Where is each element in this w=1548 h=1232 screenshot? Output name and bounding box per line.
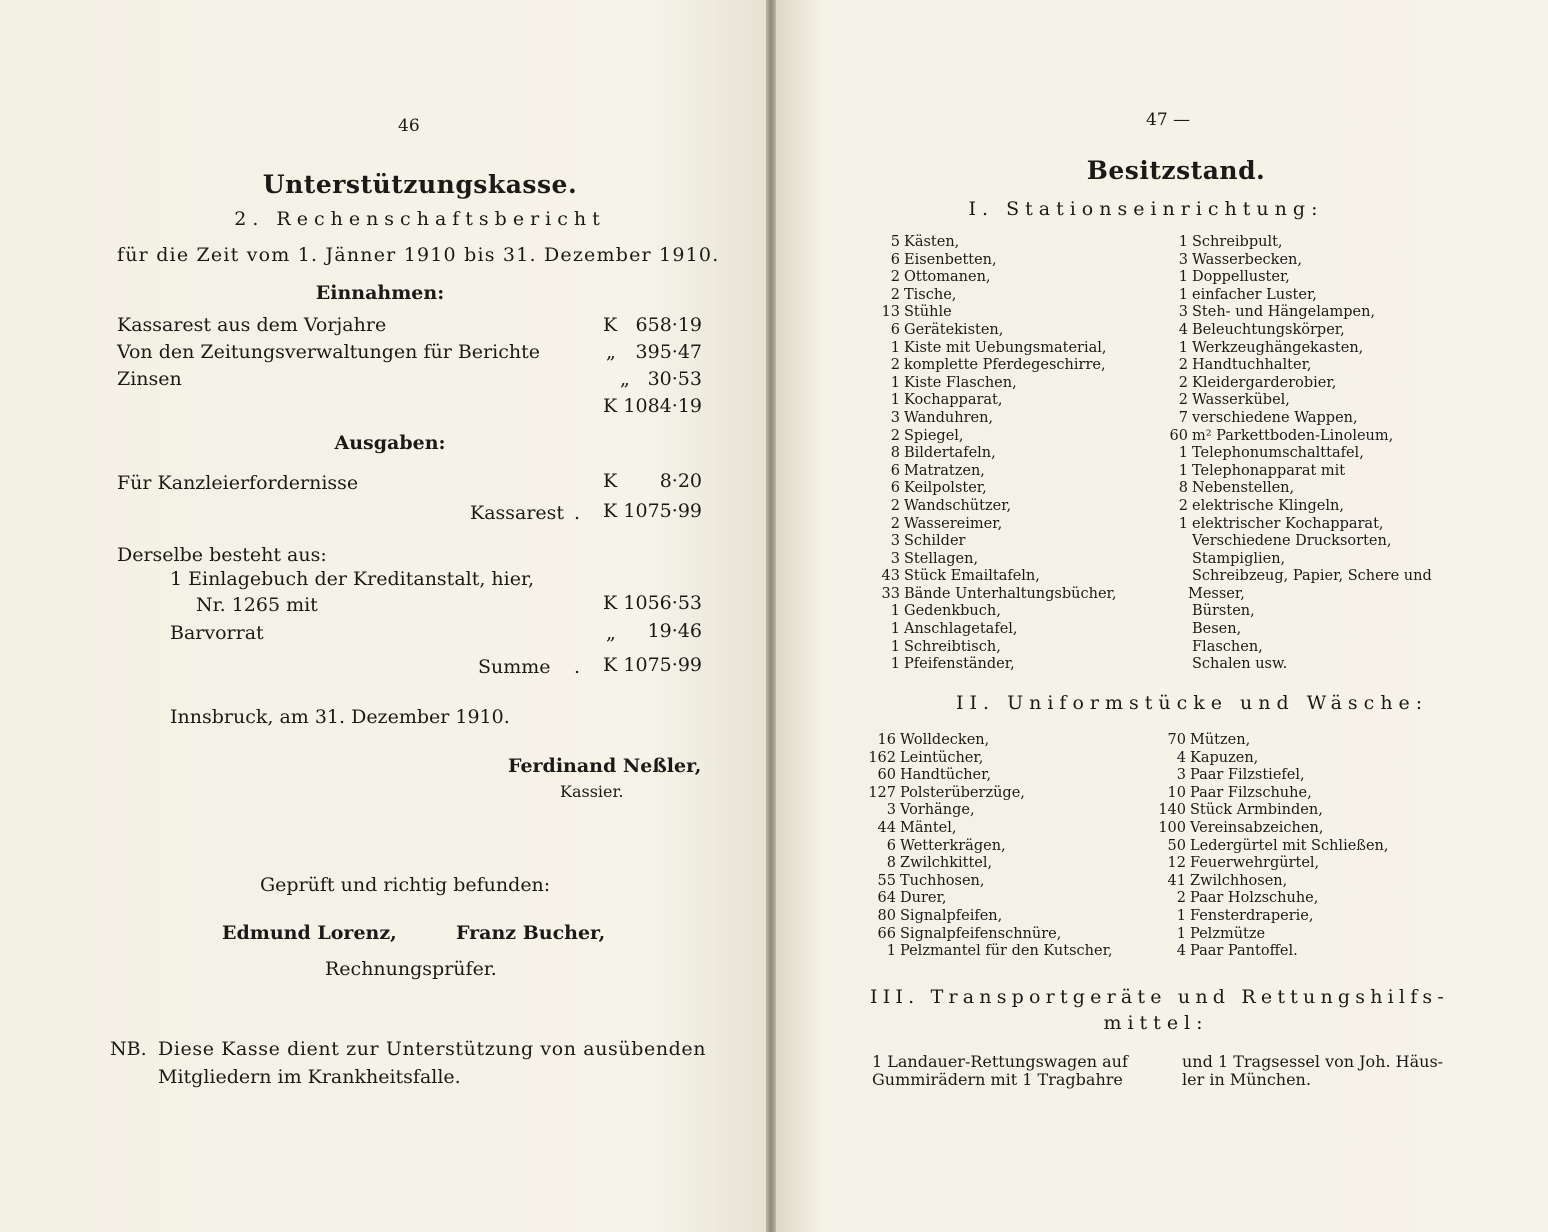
- treasurer-signature: Ferdinand Neßler,: [508, 755, 702, 777]
- item-quantity: 3: [890, 533, 900, 550]
- item-quantity: 70: [1167, 732, 1186, 748]
- item-quantity: 13: [881, 304, 900, 321]
- item-label: Doppelluster,: [1192, 269, 1290, 286]
- inventory-item: [870, 621, 1116, 639]
- item-label: Anschlagetafel,: [904, 621, 1018, 638]
- item-label: Vereinsabzeichen,: [1190, 819, 1324, 836]
- book-gutter: [766, 0, 776, 1232]
- item-quantity: 100: [1158, 819, 1186, 836]
- expense-amount: 8·20: [659, 470, 702, 492]
- inventory-item: [1154, 656, 1432, 674]
- item-label: Schreibtisch,: [904, 638, 1001, 655]
- page-number-right: 47 —: [1146, 110, 1191, 130]
- item-quantity: 1: [1176, 907, 1186, 924]
- inventory-item: [870, 357, 1116, 375]
- item-label: Wetterkrägen,: [900, 837, 1006, 854]
- item-label: Telephonumschalttafel,: [1192, 445, 1364, 462]
- item-label: Schilder: [904, 533, 966, 550]
- item-label: Keilpolster,: [904, 480, 987, 497]
- item-label: m² Parkettboden-Linoleum,: [1192, 427, 1394, 444]
- item-quantity: 5: [890, 234, 900, 250]
- item-quantity: 60: [877, 767, 896, 784]
- item-label: Paar Pantoffel.: [1190, 943, 1298, 960]
- item-label: Kapuzen,: [1190, 749, 1259, 766]
- item-label: Bildertafeln,: [904, 445, 996, 462]
- item-label: Nebenstellen,: [1192, 480, 1295, 497]
- item-label: Telephonapparat mit: [1192, 462, 1346, 479]
- inventory-item: [1154, 269, 1432, 287]
- item-label: Pelzmantel für den Kutscher,: [900, 943, 1113, 960]
- item-quantity: 1: [890, 603, 900, 620]
- inventory-item: [870, 498, 1116, 516]
- item-label: Tische,: [904, 286, 957, 303]
- item-quantity: 1: [1178, 269, 1188, 286]
- inventory-item: [870, 533, 1116, 551]
- item-label: Gedenkbuch,: [904, 603, 1001, 620]
- balance-amount: 1075·99: [623, 500, 702, 522]
- item-quantity: 140: [1158, 802, 1186, 819]
- item-label: Besen,: [1192, 621, 1242, 638]
- page-number-left: 46: [398, 116, 420, 136]
- item-label: Paar Filzschuhe,: [1190, 784, 1312, 801]
- inventory-item: [870, 252, 1116, 270]
- item-label: Stück Armbinden,: [1190, 802, 1323, 819]
- item-label: Feuerwehrgürtel,: [1190, 855, 1320, 872]
- item-label: Ottomanen,: [904, 269, 991, 286]
- inventory-item: [870, 551, 1116, 569]
- income-amount: 395·47: [635, 341, 702, 363]
- inventory-item: [866, 750, 1113, 768]
- auditor-name: Franz Bucher,: [456, 922, 606, 944]
- inventory-item: [870, 375, 1116, 393]
- inventory-item: [1154, 322, 1432, 340]
- inventory-item: [1154, 568, 1432, 586]
- composition-intro: Derselbe besteht aus:: [117, 544, 327, 566]
- auditor-role: Rechnungsprüfer.: [325, 958, 497, 980]
- item-label: Mützen,: [1190, 732, 1251, 748]
- item-quantity: 60: [1169, 427, 1188, 444]
- report-subtitle: 2. Rechenschaftsbericht: [234, 208, 606, 230]
- inventory-item: [1154, 304, 1432, 322]
- item-label: Zwilchhosen,: [1190, 872, 1288, 889]
- item-label: Flaschen,: [1192, 638, 1263, 655]
- balance-currency: K: [603, 500, 618, 522]
- inventory-item: [866, 926, 1113, 944]
- sum-dot: .: [574, 656, 581, 678]
- inventory-item: [866, 908, 1113, 926]
- sum-label: Summe: [478, 656, 551, 678]
- item-label: komplette Pferdegeschirre,: [904, 357, 1106, 374]
- sum-currency: K: [603, 654, 618, 676]
- inventory-item: [1156, 838, 1389, 856]
- income-currency: K: [603, 314, 618, 336]
- inventory-item: [870, 234, 1116, 252]
- item-quantity: 2: [1176, 890, 1186, 907]
- inventory-item: [870, 603, 1116, 621]
- item-quantity: 2: [890, 357, 900, 374]
- inventory-item: [870, 287, 1116, 305]
- report-period: für die Zeit vom 1. Jänner 1910 bis 31. Dezember 1910.: [117, 244, 720, 266]
- inventory-item: [866, 802, 1113, 820]
- item-quantity: 3: [886, 802, 896, 819]
- item-label: Bände Unterhaltungsbücher,: [904, 585, 1117, 602]
- item-label: Vorhänge,: [900, 802, 975, 819]
- item-quantity: 4: [1176, 943, 1186, 960]
- item-quantity: 7: [1178, 409, 1188, 426]
- inventory-item: [1156, 926, 1389, 944]
- section1-left-list: [870, 234, 1116, 674]
- section3-heading: III. Transportgeräte und Rettungshilfs-: [870, 986, 1449, 1008]
- item-label: Kästen,: [904, 234, 960, 250]
- item-quantity: 50: [1167, 837, 1186, 854]
- inventory-item: [866, 855, 1113, 873]
- income-label: Kassarest aus dem Vorjahre: [117, 314, 387, 336]
- inventory-item: [1154, 392, 1432, 410]
- inventory-item: [866, 767, 1113, 785]
- item-quantity: 64: [877, 890, 896, 907]
- expense-currency: K: [603, 470, 618, 492]
- inventory-item: [1154, 357, 1432, 375]
- item-label: Kiste Flaschen,: [904, 374, 1017, 391]
- auditor-name: Edmund Lorenz,: [222, 922, 397, 944]
- inventory-item: [1154, 463, 1432, 481]
- inventory-item: [870, 322, 1116, 340]
- inventory-item: [870, 340, 1116, 358]
- item-label: Ledergürtel mit Schließen,: [1190, 837, 1389, 854]
- balance-label: Kassarest: [470, 502, 565, 524]
- inventory-item: [1154, 586, 1432, 604]
- inventory-item: [870, 392, 1116, 410]
- item-quantity: 6: [890, 251, 900, 268]
- item-label: Paar Holzschuhe,: [1190, 890, 1319, 907]
- item-label: Schreibzeug, Papier, Schere und: [1192, 568, 1432, 585]
- inventory-item: [1154, 516, 1432, 534]
- note-line: Diese Kasse dient zur Unterstützung von ausübenden: [158, 1038, 707, 1060]
- inventory-item: [1156, 820, 1389, 838]
- item-quantity: 1: [886, 943, 896, 960]
- item-quantity: 8: [886, 855, 896, 872]
- inventory-item: [866, 785, 1113, 803]
- item-label: Stück Emailtafeln,: [904, 568, 1040, 585]
- item-label: Gerätekisten,: [904, 321, 1004, 338]
- item-label: Kleidergarderobier,: [1192, 374, 1337, 391]
- item-quantity: 3: [1178, 304, 1188, 321]
- composition-currency: K: [603, 592, 618, 614]
- inventory-item: [866, 873, 1113, 891]
- inventory-item: [1154, 551, 1432, 569]
- item-quantity: 4: [1178, 321, 1188, 338]
- inventory-item: [1156, 750, 1389, 768]
- place-date: Innsbruck, am 31. Dezember 1910.: [170, 706, 510, 728]
- item-quantity: 1: [1178, 234, 1188, 250]
- inventory-item: [866, 943, 1113, 961]
- composition-currency: „: [606, 622, 616, 644]
- item-label: Wandschützer,: [904, 497, 1012, 514]
- inventory-item: [870, 445, 1116, 463]
- inventory-item: [1154, 639, 1432, 657]
- composition-line: Nr. 1265 mit: [196, 594, 318, 616]
- inventory-item: [1154, 340, 1432, 358]
- item-quantity: 1: [1178, 515, 1188, 532]
- item-label: Kochapparat,: [904, 392, 1003, 409]
- right-page-title: Besitzstand.: [1086, 156, 1266, 185]
- item-quantity: 1: [1176, 925, 1186, 942]
- item-quantity: 2: [890, 427, 900, 444]
- item-quantity: 80: [877, 907, 896, 924]
- item-label: Polsterüberzüge,: [900, 784, 1025, 801]
- item-label: Matratzen,: [904, 462, 985, 479]
- item-label: einfacher Luster,: [1192, 286, 1317, 303]
- inventory-item: [1156, 943, 1389, 961]
- item-label: Zwilchkittel,: [900, 855, 993, 872]
- inventory-item: [1154, 498, 1432, 516]
- note-line: Mitgliedern im Krankheitsfalle.: [158, 1066, 461, 1088]
- item-quantity: 2: [1178, 392, 1188, 409]
- inventory-item: [1156, 785, 1389, 803]
- inventory-item: [870, 516, 1116, 534]
- section1-right-list: [1154, 234, 1432, 674]
- item-quantity: 1: [890, 374, 900, 391]
- item-label: Bürsten,: [1192, 603, 1255, 620]
- item-label: Stühle: [904, 304, 952, 321]
- inventory-item: [870, 463, 1116, 481]
- income-total-amount: 1084·19: [623, 395, 702, 417]
- inventory-item: [870, 568, 1116, 586]
- inventory-item: [1154, 445, 1432, 463]
- item-quantity: 6: [890, 321, 900, 338]
- item-label: Pfeifenständer,: [904, 656, 1015, 673]
- item-quantity: 1: [1178, 339, 1188, 356]
- inventory-item: [870, 586, 1116, 604]
- composition-amount: 19·46: [647, 620, 702, 642]
- item-label: Mäntel,: [900, 819, 957, 836]
- item-label: Werkzeughängekasten,: [1192, 339, 1364, 356]
- inventory-item: [870, 656, 1116, 674]
- inventory-item: [1154, 428, 1432, 446]
- inventory-item: [870, 428, 1116, 446]
- item-quantity: 8: [890, 445, 900, 462]
- expense-label: Für Kanzleierfordernisse: [117, 472, 359, 494]
- income-amount: 658·19: [635, 314, 702, 336]
- item-label: Durer,: [900, 890, 947, 907]
- inventory-item: [870, 269, 1116, 287]
- inventory-item: [870, 639, 1116, 657]
- item-label: Spiegel,: [904, 427, 964, 444]
- item-label: Eisenbetten,: [904, 251, 997, 268]
- item-label: Verschiedene Drucksorten,: [1192, 533, 1392, 550]
- item-quantity: 66: [877, 925, 896, 942]
- right-page: [776, 0, 1548, 1232]
- item-label: Stellagen,: [904, 550, 979, 567]
- inventory-item: [1156, 767, 1389, 785]
- item-quantity: 1: [890, 621, 900, 638]
- inventory-item: [1154, 252, 1432, 270]
- item-label: Wasserbecken,: [1192, 251, 1302, 268]
- inventory-item: [1156, 908, 1389, 926]
- income-total-currency: K: [603, 395, 618, 417]
- section3-left-line: 1 Landauer-Rettungswagen auf: [872, 1052, 1128, 1071]
- item-label: Schreibpult,: [1192, 234, 1283, 250]
- item-label: Fensterdraperie,: [1190, 907, 1314, 924]
- inventory-item: [866, 820, 1113, 838]
- item-quantity: 1: [1178, 286, 1188, 303]
- section2-right-list: [1156, 732, 1389, 961]
- item-label: Schalen usw.: [1192, 656, 1288, 673]
- income-currency: „: [606, 341, 616, 363]
- inventory-item: [1154, 375, 1432, 393]
- item-quantity: 33: [881, 585, 900, 602]
- sum-amount: 1075·99: [623, 654, 702, 676]
- item-label: Pelzmütze: [1190, 925, 1266, 942]
- item-quantity: 1: [1178, 462, 1188, 479]
- income-currency: „: [620, 368, 630, 390]
- inventory-item: [870, 304, 1116, 322]
- item-quantity: 8: [1178, 480, 1188, 497]
- item-label: Paar Filzstiefel,: [1190, 767, 1305, 784]
- income-amount: 30·53: [647, 368, 702, 390]
- composition-line: 1 Einlagebuch der Kreditanstalt, hier,: [170, 568, 535, 590]
- item-label: Tuchhosen,: [900, 872, 985, 889]
- item-quantity: 3: [1176, 767, 1186, 784]
- section1-heading: I. Stationseinrichtung:: [968, 198, 1324, 220]
- inventory-item: [866, 890, 1113, 908]
- item-label: Handtücher,: [900, 767, 992, 784]
- note-prefix: NB.: [110, 1038, 147, 1060]
- item-quantity: 2: [890, 269, 900, 286]
- section2-left-list: [866, 732, 1113, 961]
- item-quantity: 41: [1167, 872, 1186, 889]
- section3-heading-cont: mittel:: [1103, 1012, 1209, 1034]
- item-label: Wolldecken,: [900, 732, 990, 748]
- item-label: Stampiglien,: [1192, 550, 1286, 567]
- item-quantity: 6: [886, 837, 896, 854]
- income-heading: Einnahmen:: [315, 282, 445, 304]
- item-quantity: 12: [1167, 855, 1186, 872]
- item-quantity: 1: [890, 392, 900, 409]
- item-label: Wassereimer,: [904, 515, 1003, 532]
- item-quantity: 43: [881, 568, 900, 585]
- item-quantity: 55: [877, 872, 896, 889]
- inventory-item: [1154, 410, 1432, 428]
- item-quantity: 6: [890, 462, 900, 479]
- section3-right-line: und 1 Tragsessel von Joh. Häus-: [1182, 1052, 1444, 1071]
- balance-dot: .: [574, 502, 581, 524]
- inventory-item: [870, 410, 1116, 428]
- item-label: elektrische Klingeln,: [1192, 497, 1344, 514]
- inventory-item: [1154, 621, 1432, 639]
- inventory-item: [1154, 480, 1432, 498]
- section3-right-line: ler in München.: [1182, 1070, 1311, 1089]
- item-label: Kiste mit Uebungsmaterial,: [904, 339, 1107, 356]
- item-label: elektrischer Kochapparat,: [1192, 515, 1384, 532]
- item-quantity: 1: [890, 656, 900, 673]
- item-quantity: 2: [1178, 357, 1188, 374]
- audit-intro: Geprüft und richtig befunden:: [260, 874, 551, 896]
- item-label: Wasserkübel,: [1192, 392, 1290, 409]
- inventory-item: [1156, 802, 1389, 820]
- item-label: Signalpfeifen,: [900, 907, 1003, 924]
- income-label: Von den Zeitungsverwaltungen für Berichte: [117, 341, 540, 363]
- item-quantity: 4: [1176, 749, 1186, 766]
- item-label: Steh- und Hängelampen,: [1192, 304, 1376, 321]
- treasurer-role: Kassier.: [560, 782, 624, 801]
- item-label: Signalpfeifenschnüre,: [900, 925, 1062, 942]
- inventory-item: [866, 732, 1113, 750]
- income-label: Zinsen: [117, 368, 182, 390]
- inventory-item: [1154, 287, 1432, 305]
- item-label: Wanduhren,: [904, 409, 994, 426]
- item-quantity: 3: [890, 550, 900, 567]
- section2-heading: II. Uniformstücke und Wäsche:: [956, 692, 1429, 714]
- inventory-item: [1154, 234, 1432, 252]
- item-quantity: 2: [890, 515, 900, 532]
- inventory-item: [870, 480, 1116, 498]
- item-quantity: 2: [1178, 374, 1188, 391]
- item-label: Leintücher,: [900, 749, 984, 766]
- item-quantity: 2: [890, 286, 900, 303]
- section3-left-line: Gummirädern mit 1 Tragbahre: [872, 1070, 1123, 1089]
- inventory-item: [1154, 603, 1432, 621]
- item-quantity: 3: [890, 409, 900, 426]
- item-quantity: 1: [890, 339, 900, 356]
- item-label: verschiedene Wappen,: [1192, 409, 1358, 426]
- item-quantity: 2: [890, 497, 900, 514]
- inventory-item: [1154, 533, 1432, 551]
- item-label: Handtuchhalter,: [1192, 357, 1312, 374]
- item-quantity: 3: [1178, 251, 1188, 268]
- inventory-item: [1156, 732, 1389, 750]
- item-quantity: 44: [877, 819, 896, 836]
- item-label: Messer,: [1188, 585, 1245, 602]
- composition-amount: 1056·53: [623, 592, 702, 614]
- item-label: Beleuchtungskörper,: [1192, 321, 1345, 338]
- item-quantity: 127: [868, 784, 896, 801]
- item-quantity: 16: [877, 732, 896, 748]
- composition-line: Barvorrat: [170, 622, 264, 644]
- item-quantity: 1: [890, 638, 900, 655]
- item-quantity: 1: [1178, 445, 1188, 462]
- inventory-item: [1156, 855, 1389, 873]
- inventory-item: [1156, 873, 1389, 891]
- expense-heading: Ausgaben:: [334, 432, 446, 454]
- item-quantity: 162: [868, 749, 896, 766]
- item-quantity: 2: [1178, 497, 1188, 514]
- item-quantity: 10: [1167, 784, 1186, 801]
- item-quantity: 6: [890, 480, 900, 497]
- inventory-item: [866, 838, 1113, 856]
- inventory-item: [1156, 890, 1389, 908]
- left-page: [0, 0, 766, 1232]
- left-page-title: Unterstützungskasse.: [262, 170, 578, 199]
